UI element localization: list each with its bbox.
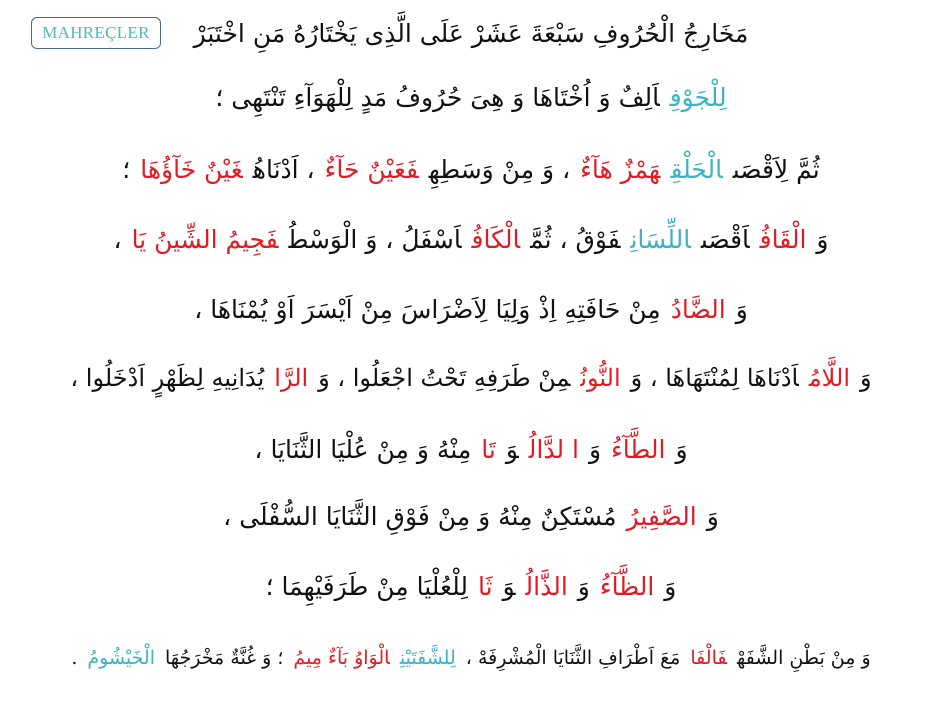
verse-text: اَقْصَى xyxy=(700,225,750,254)
verse-text: لِلْعُلْيَا مِنْ طَرَفَيْهِمَا ؛ xyxy=(265,572,469,601)
letter-highlight: الصَّفِيرُ xyxy=(626,502,697,531)
letter-highlight: اللَّامُ xyxy=(808,364,850,392)
poem-line xyxy=(60,76,882,120)
letter-highlight: تَا xyxy=(481,435,496,464)
poem-line xyxy=(60,356,882,400)
verse-text: ؛ وَ غُنَّةٌ مَخْرَجُهَا xyxy=(165,647,284,669)
poem-line xyxy=(60,288,882,332)
letter-highlight: فَعَيْنٌ حَآءٌ xyxy=(324,155,419,184)
letter-highlight: فَالْفَا xyxy=(690,647,727,669)
letter-highlight: الرَّا xyxy=(274,364,309,392)
mahrecler-badge[interactable]: MAHREÇLER xyxy=(31,17,161,49)
poem-line xyxy=(60,148,882,192)
region-highlight: الْخَيْشُومُ xyxy=(87,647,155,669)
region-highlight: اللِّسَانِ xyxy=(630,225,691,254)
poem-line xyxy=(60,428,882,472)
letter-highlight: الظَّآءُ xyxy=(599,572,655,601)
verse-text: اَلِفٌ وَ اُخْتَاهَا وَ هِىَ حُرُوفُ مَدٍ لِلْهَوَآءِ تَنْتَهِى ؛ xyxy=(215,83,660,112)
verse-text: وَ xyxy=(816,225,829,254)
verse-text: وَ xyxy=(706,502,719,531)
verse-text: مَخَارِجُ الْحُرُوفِ سَبْعَةَ عَشَرْ عَلَى الَّذِى يَخْتَارُهُ مَنِ اخْتَبَرْ xyxy=(193,19,749,48)
letter-highlight: النُّونُ xyxy=(580,364,621,392)
letter-highlight: الْكَافُ xyxy=(471,225,521,254)
letter-highlight: الْوَاوُ بَآءٌ مِيمُ xyxy=(293,647,390,669)
letter-highlight: الذَّالُ xyxy=(525,572,568,601)
verse-text: فَوْقُ ، ثُمَّ xyxy=(530,225,621,254)
verse-text: مِنْ طَرَفِهِ تَحْتُ اجْعَلُوا ، وَ xyxy=(318,364,571,392)
letter-highlight: الضَّادُ xyxy=(670,295,726,324)
poem-line xyxy=(60,12,882,56)
letter-highlight: الْقَافُ xyxy=(759,225,807,254)
verse-text: مِنْهُ وَ مِنْ عُلْيَا الثَّنَايَا ، xyxy=(254,435,472,464)
letter-highlight: ثَا xyxy=(478,572,493,601)
verse-text: وَ xyxy=(502,572,516,601)
verse-text: وَ xyxy=(735,295,748,324)
verse-text: اَدْنَاهَا لِمُنْتَهَاهَا ، وَ xyxy=(630,364,799,392)
verse-text: وَ xyxy=(577,572,590,601)
letter-highlight: فَجِيمُ الشِّينُ يَا xyxy=(131,225,279,254)
poem-line xyxy=(60,495,882,539)
verse-text: وَ xyxy=(505,435,519,464)
poem-line xyxy=(60,218,882,262)
poem-line xyxy=(60,636,882,680)
verse-text: ، وَ مِنْ وَسَطِهِ xyxy=(428,155,571,184)
region-highlight: لِلشَّفَتَيْنِ xyxy=(399,647,456,669)
verse-text: وَ xyxy=(675,435,688,464)
verse-text: . xyxy=(71,647,78,669)
verse-text: ، xyxy=(113,225,122,254)
verse-text: وَ xyxy=(588,435,602,464)
letter-highlight: ا لدَّالُ xyxy=(528,435,579,464)
verse-text: مُسْتَكِنٌ مِنْهُ وَ مِنْ فَوْقِ الثَّنَايَا السُّفْلَى ، xyxy=(223,502,617,531)
verse-text: مِنْ حَافَتِهِ اِذْ وَلِيَا لِاَضْرَاسَ مِنْ اَيْسَرَ اَوْ يُمْنَاهَا ، xyxy=(194,295,661,324)
letter-highlight: هَمْزٌ هَآءٌ xyxy=(580,155,661,184)
letter-highlight: الطَّآءُ xyxy=(611,435,666,464)
verse-text: يُدَانِيهِ لِظَهْرٍ اَدْخَلُوا ، xyxy=(70,364,265,392)
verse-text: مَعَ اَطْرَافِ الثَّنَايَا الْمُشْرِفَهْ ، xyxy=(465,647,681,669)
verse-text: وَ xyxy=(664,572,677,601)
verse-text: ؛ xyxy=(122,155,131,184)
letter-highlight: غَيْنٌ خَآؤُهَا xyxy=(140,155,243,184)
region-highlight: لِلْجَوْفِ xyxy=(669,83,727,112)
verse-text: وَ مِنْ بَطْنِ الشَّفَهْ xyxy=(736,647,871,669)
verse-text: ، اَدْنَاهُ xyxy=(252,155,315,184)
poem-line xyxy=(60,565,882,609)
region-highlight: الْحَلْقِ xyxy=(670,155,723,184)
verse-text: اَسْفَلُ ، وَ الْوَسْطُ xyxy=(288,225,462,254)
verse-text: ثُمَّ لِاَقْصَى xyxy=(732,155,820,184)
verse-text: وَ xyxy=(859,364,872,392)
